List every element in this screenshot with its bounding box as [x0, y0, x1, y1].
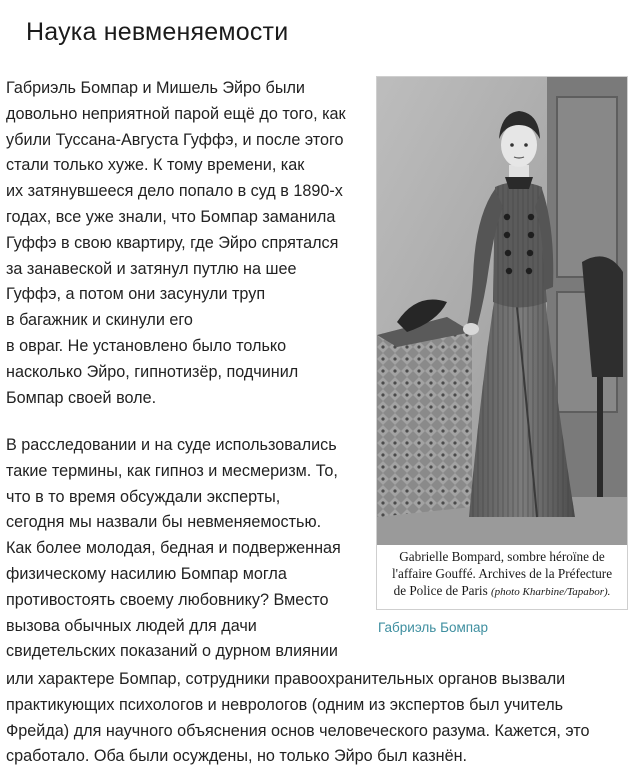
text-line: Фрейда) для научного объяснения основ человеческого разума. Кажется, это — [6, 721, 590, 740]
text-line: их затянувшееся дело попало в суд в 1890-х — [6, 182, 343, 201]
text-line: Габриэль Бомпар и Мишель Эйро были — [6, 79, 305, 97]
text-line: насколько Эйро, гипнотизёр, подчинил — [6, 362, 299, 381]
photo-caption-line: Gabrielle Bompard, sombre héroïne de — [399, 549, 605, 564]
text-line: Гуффэ в свою квартиру, где Эйро спрятался — [6, 233, 339, 252]
photo-caption — [377, 548, 627, 601]
article-title: Наука невменяемости — [26, 18, 289, 46]
text-line: в овраг. Не установлено было только — [6, 336, 287, 355]
paragraph-2 — [6, 433, 361, 665]
text-line: В расследовании и на суде использовались — [6, 436, 337, 454]
photo-caption-line — [377, 582, 627, 601]
portrait-photo — [377, 77, 627, 545]
text-line: такие термины, как гипноз и месмеризм. То, — [6, 461, 338, 480]
figure-caption: Габриэль Бомпар — [378, 620, 489, 635]
text-line: в багажник и скинули его — [6, 311, 193, 330]
photo-caption-text: de Police de Paris — [393, 583, 488, 598]
paragraph-2-continued — [6, 667, 631, 770]
text-line: убили Туссана-Августа Гуффэ, и после этого — [6, 130, 344, 149]
text-line: противостоять своему любовнику? Вместо — [6, 590, 329, 609]
text-line: Бомпар своей воле. — [6, 388, 157, 407]
text-line: Как более молодая, бедная и подверженная — [6, 539, 341, 558]
text-line: годах, все уже знали, что Бомпар заманила — [6, 207, 336, 226]
text-line: стали только хуже. К тому времени, как — [6, 156, 305, 175]
photo-caption-line: l'affaire Gouffé. Archives de la Préfecture — [391, 566, 613, 581]
text-line: за занавеской и затянул путлю на шее — [6, 259, 297, 278]
text-line: физическому насилию Бомпар могла — [6, 564, 287, 583]
text-line: довольно неприятной парой ещё до того, как — [6, 104, 346, 123]
text-line: сработало. Оба были осуждены, но только Эйро был казнён. — [6, 747, 468, 766]
figure — [376, 76, 628, 610]
text-line: свидетельских показаний о дурном влиянии — [6, 642, 338, 661]
text-line: Гуффэ, а потом они засунули труп — [6, 285, 266, 304]
text-line: что в то время обсуждали эксперты, — [6, 487, 281, 506]
text-line: сегодня мы назвали бы невменяемостью. — [6, 513, 322, 532]
text-line: практикующих психологов и неврологов (одним из экспертов был учитель — [6, 695, 564, 714]
text-line: или характере Бомпар, сотрудники правоохранительных органов вызвали — [6, 670, 566, 688]
text-line: вызова обычных людей для дачи — [6, 616, 257, 635]
photo-credit: (photo Kharbine/Tapabor). — [491, 586, 611, 598]
paragraph-1 — [6, 76, 361, 411]
